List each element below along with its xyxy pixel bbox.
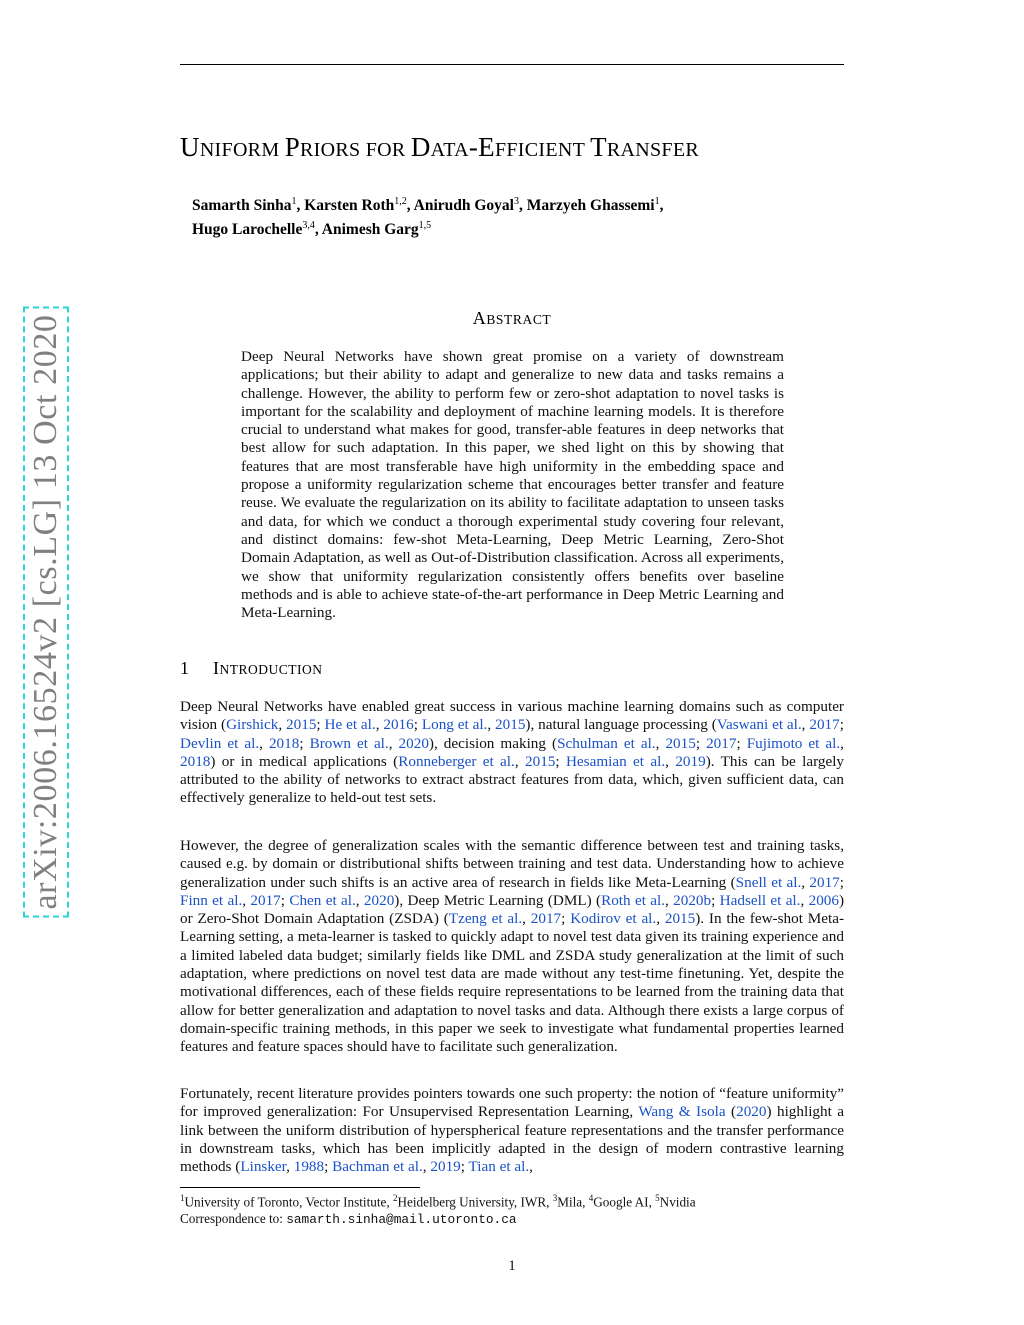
citation-separator: ,	[665, 891, 674, 909]
title-part: RANSFER	[606, 139, 700, 161]
citation-link[interactable]: 2020b	[673, 891, 712, 909]
abstract-text: Deep Neural Networks have shown great promise on a variety of downstream applications; but their ability to adapt and generalize to new data and tasks remains a challenge. However, the ability to perform few or zero-shot adaptation to novel tasks is important for the scalability and deployment of machine learning models. It is therefore crucial to understand what makes for good, transfer-able features in deep networks that best allow for such adaptation. In this paper, we shed light on this by showing that features that are most transferable have high uniformity in the embedding space and propose a uniformity regularization scheme that encourages better transfer and feature reuse. We evaluate the regularization on its ability to facilitate adaptation to unseen tasks and data, for which we conduct a thorough experimental study covering four relevant, and distinct domains: few-shot Meta-Learning, Deep Metric Learning, Zero-Shot Domain Adaptation, as well as Out-of-Distribution classification. Across all experiments, we show that uniformity regularization consistently offers benefits over baseline methods and is able to achieve state-of-the-art performance in Deep Metric Learning and Meta-Learning.	[241, 348, 784, 622]
paragraph-text: ) highlight a link between the uniform distribution of hyperspherical feature representations and the transfer performance in downstream tasks, which has been implicitly adapted in the design of modern contrastive learning methods (	[180, 1103, 845, 1176]
citation-link[interactable]: Linsker	[240, 1158, 287, 1176]
paragraph-text: However, the degree of generalization scales with the semantic difference between test and training tasks, caused e.g. by domain or distributional shifts between training and test data. Understanding how to achieve generalization under such shifts is an active area of research in fields like Meta-Learning (	[180, 837, 844, 891]
citation-link[interactable]: 2015	[525, 752, 556, 770]
paragraph-text: ) or in medical applications (	[210, 752, 399, 770]
title-part: ATA	[430, 139, 469, 161]
intro-paragraph-2	[180, 837, 844, 1057]
citation-separator: ;	[555, 752, 566, 770]
paragraph-text: ), decision making (	[428, 734, 558, 752]
citation-link[interactable]: 2017	[706, 734, 737, 752]
citation-separator: ;	[316, 716, 325, 734]
paragraph-text: ). In the few-shot Meta-Learning setting, a meta-learner is tasked to quickly adapt to novel test data given its training experience and a limited labeled data budget; similarly fields like DML and ZSDA study generalization at the limit of such adaptation, where predictions on novel test data are made without any test-time finetuning. Yet, despite the motivational differences, each of these fields require representations to be learned from the training data that allow for better generalization and adaptation to novel tasks and data. Although there exists a large corpus of domain-specific training methods, in this paper we seek to investigate what fundamental properties learned features and feature spaces should have to facilitate such generalization.	[180, 910, 845, 1056]
affiliation-mark: 3	[552, 1193, 558, 1203]
title-part: -E	[468, 132, 495, 162]
citation-separator: ,	[242, 891, 251, 909]
citation-separator: ;	[324, 1158, 333, 1176]
citation-separator: ,	[259, 734, 269, 752]
author-affiliation-mark: 1	[654, 196, 660, 207]
title-part: D	[410, 132, 431, 162]
author-name: Marzyeh Ghassemi	[526, 197, 655, 215]
citation-separator: ;	[413, 716, 422, 734]
citation-link[interactable]: Roth et al.	[601, 891, 665, 909]
citation-link[interactable]: 2019	[675, 752, 706, 770]
citation-link[interactable]: Snell et al.	[735, 873, 802, 891]
author-name: Samarth Sinha	[192, 197, 292, 215]
section-heading-introduction	[180, 658, 580, 679]
citation-separator: ,	[800, 891, 809, 909]
citation-separator: ,	[665, 752, 676, 770]
affiliation: University of Toronto, Vector Institute,	[184, 1194, 393, 1210]
section-number: 1	[180, 658, 190, 678]
affiliation: Google AI,	[593, 1194, 656, 1210]
intro-paragraph-3	[180, 1085, 844, 1176]
paragraph-text: ), Deep Metric Learning (DML) (	[394, 891, 602, 909]
citation-separator: ;	[736, 734, 747, 752]
citation-link[interactable]: Fujimoto et al.	[746, 734, 841, 752]
citation-link[interactable]: Kodirov et al.	[570, 910, 657, 928]
author-affiliation-mark: 1,2	[394, 196, 407, 207]
page-number: 1	[508, 1258, 516, 1274]
author-name: Anirudh Goyal	[413, 197, 514, 215]
citation-separator: ;	[460, 1158, 469, 1176]
paragraph-text: ). This can be largely attributed to the ability of networks to extract abstract features from data, which, given sufficient data, can effectively generalize to held-out test sets.	[180, 752, 845, 807]
heading-part: A	[472, 308, 487, 328]
author-affiliation-mark: 3,4	[302, 220, 315, 232]
citation-link[interactable]: 2019	[430, 1158, 461, 1176]
citation-link[interactable]: 2006	[808, 891, 839, 909]
affiliation-mark: 1	[180, 1193, 185, 1203]
citation-separator: ,	[801, 873, 810, 891]
affiliation-mark: 2	[392, 1193, 398, 1203]
citation-link[interactable]: Finn et al.	[180, 891, 243, 909]
paper-title	[180, 132, 880, 163]
citation-separator: ;	[695, 734, 707, 752]
citation-separator: ;	[299, 734, 310, 752]
citation-link[interactable]: Hesamian et al.	[565, 752, 666, 770]
heading-part: I	[213, 658, 220, 678]
arxiv-identifier: arXiv:2006.16524v2 [cs.LG] 13 Oct 2020	[23, 306, 69, 917]
citation-link[interactable]: 2017	[530, 910, 562, 928]
paragraph-text: ), natural language processing (	[525, 716, 717, 734]
author-name: Hugo Larochelle	[192, 221, 303, 239]
correspondence-email[interactable]: samarth.sinha@mail.utoronto.ca	[286, 1212, 517, 1228]
citation-link[interactable]: 2020	[736, 1103, 767, 1121]
citation-link[interactable]: 2015	[495, 716, 526, 734]
author-list: Samarth Sinha$^1$, Karsten Roth$^{1,2}$, Anirudh Goyal$^3$, Marzyeh Ghassemi$^1$, Hugo Larochelle$^{3,4}$, Animesh Garg$^{1,5}$	[192, 196, 664, 239]
citation-separator: ,	[388, 734, 399, 752]
title-part: P	[284, 132, 301, 162]
citation-separator: ;	[561, 910, 571, 928]
affiliation: Nvidia	[659, 1194, 696, 1210]
citation-separator: ,	[522, 910, 531, 928]
title-part: T	[590, 132, 607, 162]
author-affiliation-mark: 1	[291, 196, 297, 207]
citation-link[interactable]: 2018	[268, 734, 300, 752]
citation-link[interactable]: He et al.	[324, 716, 376, 734]
citation-link[interactable]: Brown et al.	[309, 734, 389, 752]
citation-link[interactable]: 2018	[180, 752, 211, 770]
affiliations-footnote	[180, 1190, 844, 1228]
affiliation-mark: 4	[588, 1193, 594, 1203]
citation-link[interactable]: Vaswani et al.	[716, 716, 802, 734]
citation-separator: ;	[839, 873, 844, 891]
title-part: FFICIENT	[494, 139, 591, 161]
citation-separator: ;	[839, 716, 844, 734]
heading-part: NTRODUCTION	[219, 662, 323, 677]
abstract-heading	[0, 308, 1024, 329]
citation-link[interactable]: Chen et al.	[289, 891, 356, 909]
citation-link[interactable]: 2015	[664, 910, 696, 928]
citation-separator: ,	[355, 891, 364, 909]
citation-separator: ,	[286, 1158, 294, 1176]
affiliation-mark: 5	[655, 1193, 660, 1203]
top-rule	[180, 64, 844, 65]
affiliation: Mila,	[557, 1194, 589, 1210]
title-part: U	[180, 132, 200, 162]
citation-link[interactable]: 2015	[286, 716, 317, 734]
citation-separator: ,	[801, 716, 810, 734]
author-name: Animesh Garg	[321, 221, 419, 239]
footnote-rule	[180, 1187, 420, 1188]
citation-link[interactable]: 2016	[383, 716, 414, 734]
citation-link[interactable]: 2017	[809, 873, 840, 891]
paragraph-text: Deep Neural Networks have enabled great success in various machine learning domains such as computer vision (	[180, 698, 844, 734]
citation-link[interactable]: Ronneberger et al.	[398, 752, 515, 770]
citation-separator: ,	[529, 1158, 533, 1176]
title-part: NIFORM	[199, 139, 285, 161]
correspondence-label: Correspondence to:	[180, 1211, 287, 1227]
citation-separator: ,	[487, 716, 496, 734]
citation-link[interactable]: Bachman et al.	[332, 1158, 423, 1176]
citation-separator: ,	[278, 716, 287, 734]
author-affiliation-mark: 3	[514, 196, 519, 207]
citation-separator: ,	[656, 910, 665, 928]
citation-separator: ,	[514, 752, 525, 770]
citation-link[interactable]: 2017	[809, 716, 840, 734]
author-name: Karsten Roth	[304, 197, 395, 215]
paragraph-text: ) or Zero-Shot Domain Adaptation (ZSDA) (	[180, 891, 845, 928]
author-affiliation-mark: 1,5	[418, 220, 432, 232]
citation-link[interactable]: 2020	[398, 734, 429, 752]
citation-link[interactable]: Hadsell et al.	[719, 891, 801, 909]
citation-link[interactable]: Long et al.	[421, 716, 488, 734]
citation-separator: ,	[422, 1158, 431, 1176]
citation-link[interactable]: Tian et al.	[468, 1158, 530, 1176]
title-part: RIORS FOR	[300, 139, 411, 161]
citation-separator: ;	[280, 891, 290, 909]
citation-link[interactable]: Devlin et al.	[180, 734, 260, 752]
citation-link[interactable]: Girshick	[226, 716, 279, 734]
citation-link[interactable]: Wang & Isola	[638, 1103, 726, 1121]
citation-link[interactable]: Tzeng et al.	[448, 910, 523, 928]
citation-link[interactable]: 2020	[363, 891, 395, 909]
intro-paragraph-1	[180, 698, 844, 808]
citation-separator: ,	[655, 734, 666, 752]
citation-link[interactable]: 2015	[665, 734, 696, 752]
affiliation: Heidelberg University, IWR,	[397, 1194, 553, 1210]
citation-link[interactable]: Schulman et al.	[557, 734, 656, 752]
citation-separator: ,	[375, 716, 384, 734]
citation-link[interactable]: 2017	[250, 891, 281, 909]
heading-part: BSTRACT	[486, 312, 552, 327]
citation-separator: (	[725, 1103, 737, 1121]
citation-separator: ,	[840, 734, 844, 752]
citation-link[interactable]: 1988	[293, 1158, 325, 1176]
paragraph-text: Fortunately, recent literature provides pointers towards one such property: the notion of “feature uniformity” for improved generalization: For Unsupervised Representation Learning,	[180, 1085, 844, 1121]
citation-separator: ;	[711, 891, 720, 909]
